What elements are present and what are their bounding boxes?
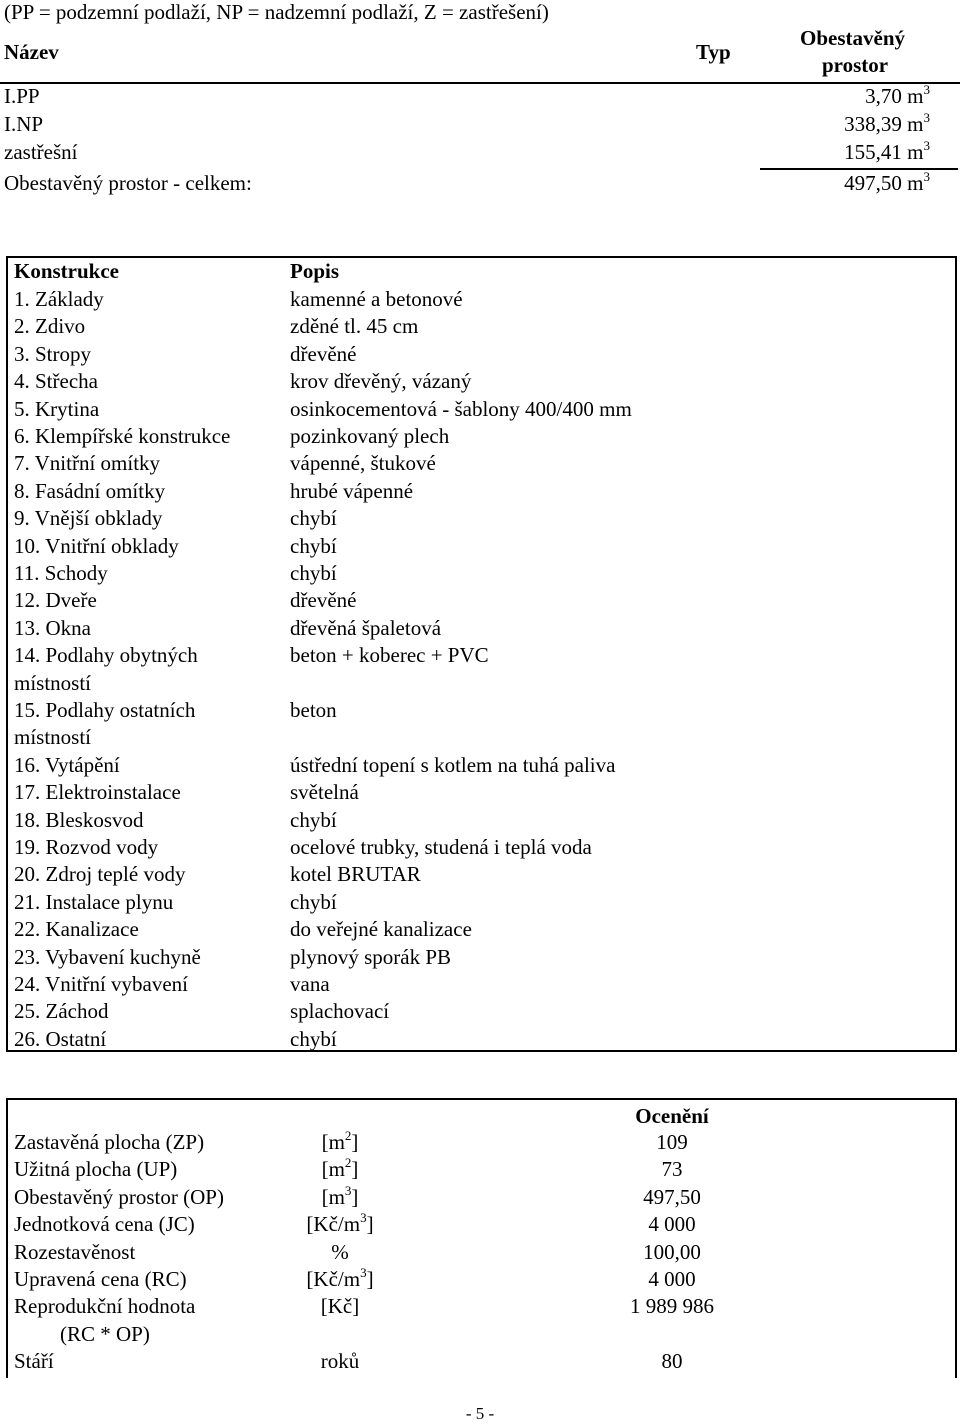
volume-row-name: zastřešní xyxy=(4,140,78,164)
construction-name: 26. Ostatní xyxy=(14,1026,107,1051)
valuation-unit: [Kč] xyxy=(320,1294,360,1319)
valuation-label-cont: (RC * OP) xyxy=(60,1321,150,1346)
construction-name: 19. Rozvod vody xyxy=(14,835,159,859)
construction-name: 25. Záchod xyxy=(14,999,109,1024)
construction-description: světelná xyxy=(290,780,359,805)
construction-description: chybí xyxy=(290,807,337,832)
construction-description: kamenné a betonové xyxy=(290,287,463,311)
valuation-unit: $[Kč/m^3]$ xyxy=(306,1265,374,1291)
volume-row-value: 3,70 $m^3$ xyxy=(865,82,930,108)
construction-description: plynový sporák PB xyxy=(290,944,452,969)
construction-description: zděné tl. 45 cm xyxy=(290,314,419,339)
construction-name: 12. Dveře xyxy=(14,588,97,613)
volume-header-type: Typ xyxy=(696,40,731,64)
construction-name-cont: místností xyxy=(14,670,92,695)
construction-name: 2. Zdivo xyxy=(14,314,86,339)
valuation-value: 80 xyxy=(661,1349,683,1374)
construction-description: chybí xyxy=(290,506,337,531)
valuation-label: Obestavěný prostor (OP) xyxy=(14,1184,224,1209)
construction-description: dřevěná špaletová xyxy=(290,615,442,640)
construction-description: ústřední topení s kotlem na tuhá paliva xyxy=(290,752,616,777)
valuation-unit: % xyxy=(331,1239,349,1264)
construction-name: 21. Instalace plynu xyxy=(14,889,174,914)
volume-row-name: I.PP xyxy=(4,84,40,108)
valuation-label: Zastavěná plocha (ZP) xyxy=(14,1130,205,1154)
description-header: Popis xyxy=(290,259,340,283)
construction-name: 23. Vybavení kuchyně xyxy=(14,944,201,969)
construction-name: 24. Vnitřní vybavení xyxy=(14,972,189,996)
construction-name: 22. Kanalizace xyxy=(14,917,139,942)
volume-header-volume-2: prostor xyxy=(822,53,889,77)
construction-name: 14. Podlahy obytných xyxy=(14,643,198,668)
valuation-unit: $[Kč/m^3]$ xyxy=(306,1210,374,1237)
construction-name: 13. Okna xyxy=(14,615,91,640)
volume-row-value: 338,39 $m^3$ xyxy=(844,110,930,136)
volume-header-name: Název xyxy=(4,40,59,64)
construction-description: vana xyxy=(290,972,330,996)
valuation-value: 4 000 xyxy=(648,1212,696,1237)
valuation-unit: roků xyxy=(320,1349,360,1374)
construction-header: Konstrukce xyxy=(14,259,119,283)
construction-name: 5. Krytina xyxy=(14,396,100,421)
construction-name: 9. Vnější obklady xyxy=(14,506,163,531)
volume-header-rule xyxy=(0,82,960,84)
valuation-unit: $[m^2]$ xyxy=(321,1155,359,1182)
construction-name: 20. Zdroj teplé vody xyxy=(14,862,186,887)
construction-description: krov dřevěný, vázaný xyxy=(290,369,472,394)
construction-name: 17. Elektroinstalace xyxy=(14,780,181,805)
construction-description: pozinkovaný plech xyxy=(290,424,450,448)
construction-description: beton + koberec + PVC xyxy=(290,643,489,668)
construction-description: chybí xyxy=(290,1026,337,1051)
construction-description: vápenné, štukové xyxy=(290,451,436,476)
valuation-label: Upravená cena (RC) xyxy=(14,1267,187,1291)
construction-name: 3. Stropy xyxy=(14,341,92,366)
valuation-label: Rozestavěnost xyxy=(14,1239,136,1264)
valuation-label: Užitná plocha (UP) xyxy=(14,1157,178,1182)
construction-description: hrubé vápenné xyxy=(290,478,414,503)
valuation-value: 1 989 986 xyxy=(630,1294,714,1319)
construction-name-cont: místností xyxy=(14,725,92,750)
valuation-value: 4 000 xyxy=(648,1267,696,1291)
valuation-value: 497,50 xyxy=(643,1184,701,1209)
construction-description: do veřejné kanalizace xyxy=(290,917,472,942)
construction-name: 7. Vnitřní omítky xyxy=(14,451,161,476)
legend-text: (PP = podzemní podlaží, NP = nadzemní podlaží, Z = zastřešení) xyxy=(4,0,549,24)
construction-description: beton xyxy=(290,698,337,722)
construction-description: dřevěné xyxy=(290,588,357,613)
construction-name: 16. Vytápění xyxy=(14,752,120,777)
valuation-unit: $[m^3]$ xyxy=(321,1182,359,1209)
valuation-value: 100,00 xyxy=(643,1239,701,1264)
construction-description: chybí xyxy=(290,561,337,585)
construction-name: 11. Schody xyxy=(14,561,108,585)
volume-row-value: 155,41 $m^3$ xyxy=(844,138,930,164)
construction-name: 6. Klempířské konstrukce xyxy=(14,424,231,448)
valuation-unit: $[m^2]$ xyxy=(321,1128,359,1154)
valuation-label: Stáří xyxy=(14,1349,54,1374)
construction-name: 1. Základy xyxy=(14,287,104,311)
construction-description: ocelové trubky, studená i teplá voda xyxy=(290,835,592,859)
construction-name: 18. Bleskosvod xyxy=(14,807,144,832)
construction-description: osinkocementová - šablony 400/400 mm xyxy=(290,396,632,421)
construction-name: 4. Střecha xyxy=(14,369,98,394)
volume-total-label: Obestavěný prostor - celkem: xyxy=(4,171,252,195)
valuation-label: Jednotková cena (JC) xyxy=(14,1212,195,1237)
valuation-value: 109 xyxy=(656,1130,688,1154)
page-number: - 5 - xyxy=(465,1404,495,1423)
construction-description: chybí xyxy=(290,889,337,914)
construction-name: 8. Fasádní omítky xyxy=(14,478,166,503)
construction-description: splachovací xyxy=(290,999,390,1024)
construction-description: dřevěné xyxy=(290,341,357,366)
construction-name: 10. Vnitřní obklady xyxy=(14,533,179,558)
valuation-value: 73 xyxy=(661,1157,683,1182)
valuation-header: Ocenění xyxy=(635,1104,709,1128)
volume-header-volume-1: Obestavěný xyxy=(800,26,905,50)
valuation-label: Reprodukční hodnota xyxy=(14,1294,196,1319)
construction-description: chybí xyxy=(290,533,337,558)
construction-description: kotel BRUTAR xyxy=(290,862,421,887)
volume-row-name: I.NP xyxy=(4,112,44,136)
volume-total-value: 497,50 $m^3$ xyxy=(844,169,930,195)
construction-name: 15. Podlahy ostatních xyxy=(14,698,196,722)
